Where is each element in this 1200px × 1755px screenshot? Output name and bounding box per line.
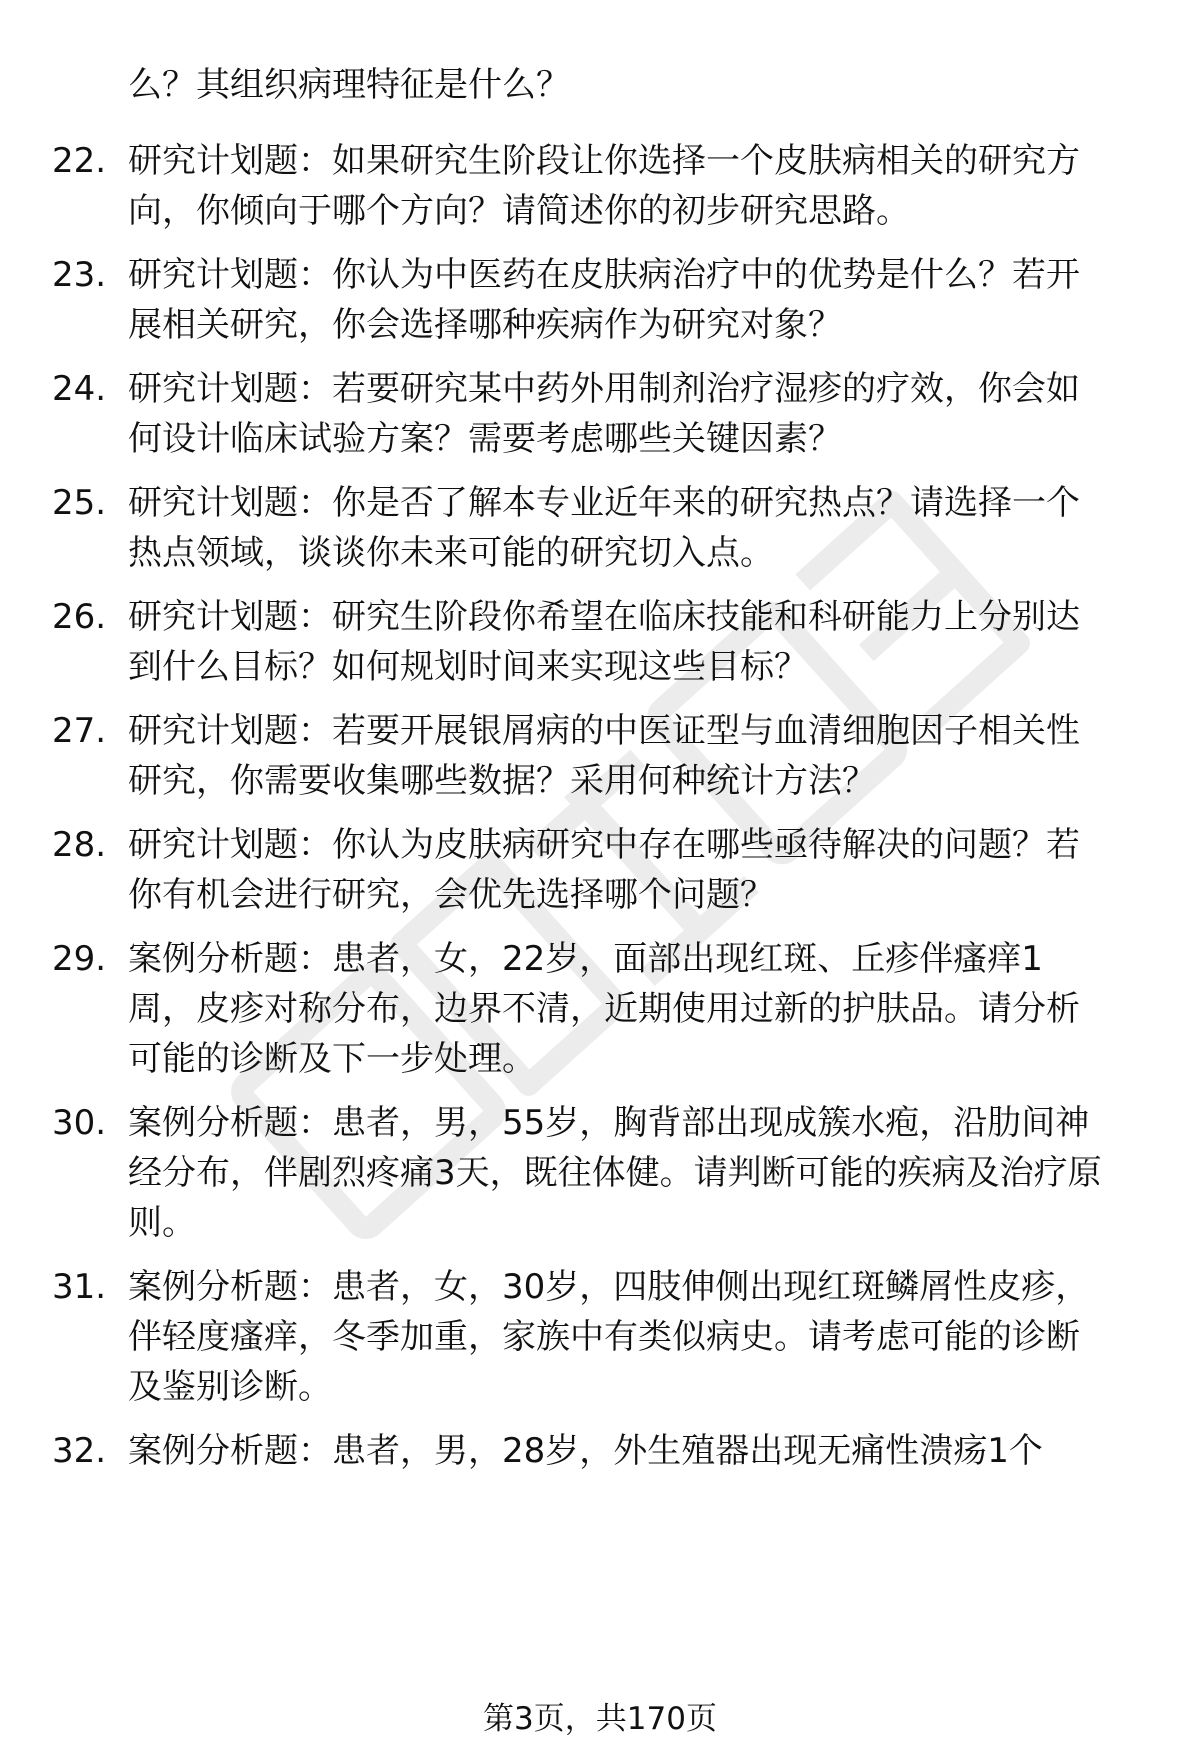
item-number: 32. bbox=[52, 1431, 107, 1471]
item-line: 研究计划题：如果研究生阶段让你选择一个皮肤病相关的研究方 bbox=[128, 141, 1080, 181]
item-number: 27. bbox=[52, 711, 107, 751]
item-line: 案例分析题：患者，男，55岁，胸背部出现成簇水疱，沿肋间神 bbox=[128, 1103, 1090, 1143]
item-text bbox=[128, 934, 1168, 1084]
item-line: 案例分析题：患者，女，22岁，面部出现红斑、丘疹伴瘙痒1 bbox=[128, 939, 1043, 979]
item-text bbox=[128, 1426, 1168, 1476]
item-line: 热点领域，谈谈你未来可能的研究切入点。 bbox=[128, 533, 774, 573]
item-line: 研究，你需要收集哪些数据？采用何种统计方法？ bbox=[128, 761, 876, 801]
item-line: 你有机会进行研究，会优先选择哪个问题？ bbox=[128, 875, 774, 915]
item-text bbox=[128, 706, 1168, 806]
item-line: 经分布，伴剧烈疼痛3天，既往体健。请判断可能的疾病及治疗原 bbox=[128, 1153, 1102, 1193]
item-line: 研究计划题：若要研究某中药外用制剂治疗湿疹的疗效，你会如 bbox=[128, 369, 1080, 409]
item-text bbox=[128, 250, 1168, 350]
item-line: 向，你倾向于哪个方向？请简述你的初步研究思路。 bbox=[128, 191, 910, 231]
item-line: 展相关研究，你会选择哪种疾病作为研究对象？ bbox=[128, 305, 842, 345]
item-text bbox=[128, 478, 1168, 578]
item-text bbox=[128, 592, 1168, 692]
item-line: 研究计划题：研究生阶段你希望在临床技能和科研能力上分别达 bbox=[128, 597, 1080, 637]
item-number: 23. bbox=[52, 255, 107, 295]
item-number: 22. bbox=[52, 141, 107, 181]
continuation-line: 么？其组织病理特征是什么？ bbox=[128, 65, 570, 105]
item-number: 25. bbox=[52, 483, 107, 523]
item-number: 28. bbox=[52, 825, 107, 865]
item-line: 案例分析题：患者，女，30岁，四肢伸侧出现红斑鳞屑性皮疹， bbox=[128, 1267, 1090, 1307]
item-number: 31. bbox=[52, 1267, 107, 1307]
item-number: 24. bbox=[52, 369, 107, 409]
item-line: 研究计划题：你认为皮肤病研究中存在哪些亟待解决的问题？若 bbox=[128, 825, 1080, 865]
item-line: 则。 bbox=[128, 1203, 196, 1243]
item-line: 可能的诊断及下一步处理。 bbox=[128, 1039, 536, 1079]
item-number: 26. bbox=[52, 597, 107, 637]
item-number: 30. bbox=[52, 1103, 107, 1143]
item-line: 案例分析题：患者，男，28岁，外生殖器出现无痛性溃疡1个 bbox=[128, 1431, 1043, 1471]
item-line: 周，皮疹对称分布，边界不清，近期使用过新的护肤品。请分析 bbox=[128, 989, 1080, 1029]
item-line: 到什么目标？如何规划时间来实现这些目标？ bbox=[128, 647, 808, 687]
item-line: 研究计划题：若要开展银屑病的中医证型与血清细胞因子相关性 bbox=[128, 711, 1080, 751]
item-text bbox=[128, 364, 1168, 464]
page-footer: 第3页，共170页 bbox=[483, 1701, 717, 1737]
item-text bbox=[128, 820, 1168, 920]
item-text bbox=[128, 136, 1168, 236]
item-line: 研究计划题：你是否了解本专业近年来的研究热点？请选择一个 bbox=[128, 483, 1080, 523]
item-text bbox=[128, 1098, 1168, 1248]
item-line: 及鉴别诊断。 bbox=[128, 1367, 332, 1407]
item-line: 研究计划题：你认为中医药在皮肤病治疗中的优势是什么？若开 bbox=[128, 255, 1080, 295]
item-text bbox=[128, 1262, 1168, 1412]
item-line: 何设计临床试验方案？需要考虑哪些关键因素？ bbox=[128, 419, 842, 459]
item-number: 29. bbox=[52, 939, 107, 979]
item-line: 伴轻度瘙痒，冬季加重，家族中有类似病史。请考虑可能的诊断 bbox=[128, 1317, 1080, 1357]
